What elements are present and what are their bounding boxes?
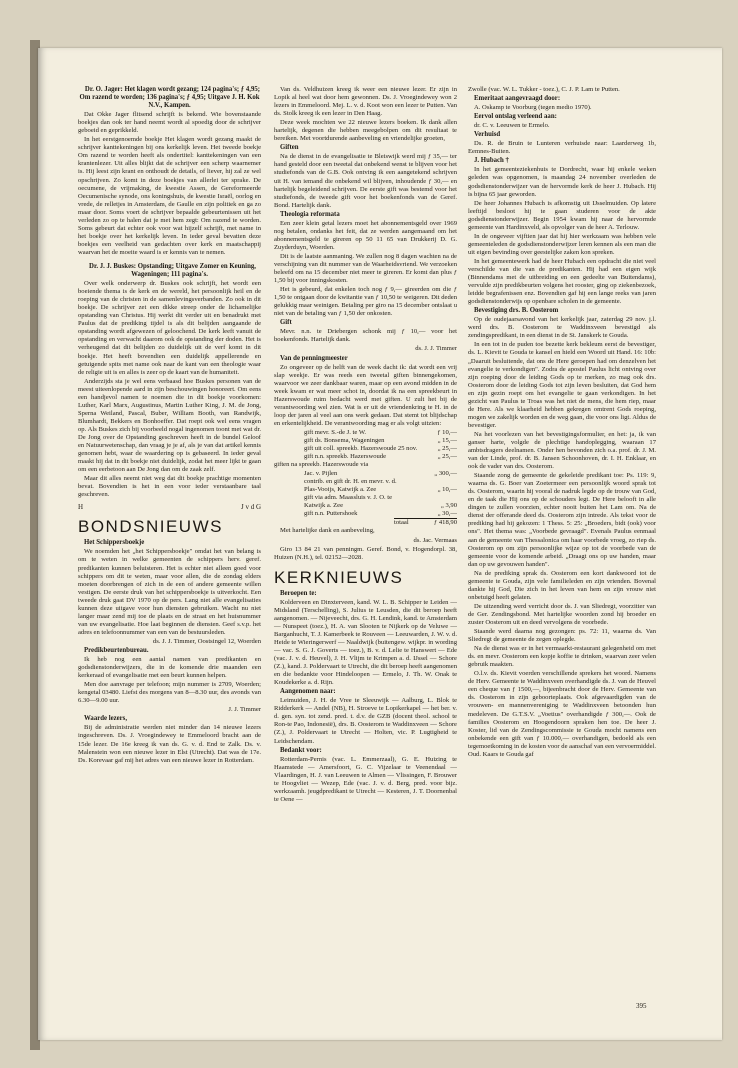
- article-heading: Emeritaat aangevraagd door:: [474, 95, 561, 103]
- gift-line: [274, 502, 457, 510]
- section-title-kerknieuws: KERKNIEUWS: [274, 567, 404, 587]
- article-paragraph: Een zeer klein getal lezers moet het abonnementsgeld over 1969 nog betalen, ondanks het feit, dat ze werden aangemaand om het abonnementsgeld te gireren op 50 11 65 van Drukkerij D. G. Zuyderduyn, Woerden.: [274, 219, 457, 251]
- review-paragraph: Over welk onderwerp dr. Buskes ook schrijft, het wordt een boeiende thema is de kerk en de wereld, het persoonlijk heil en de roeping van de christen in de samenlevingsverbanden. Zo ook in dit boekje. De schrijver zet een dikke streep onder de lichamelijke opstanding van Christus. Hij werkt dit verder uit en benadrukt met Paulus dat de prediking tijdel is als dit belijden aangaande de opstanding wordt afgewezen of geloochend. De kerk leeft vanuit de opstanding en verwacht daarom ook de opstanding der doden. Het is verheugend dat dit belijden zo duidelijk uit de verf komt in dit boekje. Het heeft bovendien een duidelijk appellerende en getuigende spits met name ook naar de kant van een theologie waar de religie uit is en alles is zeer op de kaart van de humaniteit.: [78, 280, 261, 376]
- article-paragraph: Giro 13 84 21 van penningm. Geref. Bond, v. Hogendorpl. 38, Huizen (N.H.), tel. 02152—2028.: [274, 545, 457, 561]
- article-paragraph: Deze week mochten we 22 nieuwe lezers boeken. Ik dank allen hartelijk, degenen die hebben meegebolpen om dit resultaat te bereiken. Met voortdurende aanbeveling en vriendelijke groeten,: [274, 119, 457, 143]
- article-paragraph: In de ongeveer vijftien jaar dat hij hier werkzaam was hebben vele gemeenteleden de godsdienstonderwijzer leren kennen als een man die uit eigen bevinding over geestelijke zaken kon spreken.: [468, 232, 656, 256]
- article-paragraph: We noemden het „het Schippersboekje" omdat het van belang is om te weten in welke gemeenten de schippers herv. geref. predikanten kunnen beluisteren. Het is echter niet alleen goed voor schippers om dit te weten, maar voor allen, die de zondag elders moeten doorbrengen of zich in de een of andere gemeente willen vestigen. De eerste druk van het schippersboekje is uitverkocht. Een tweede druk gaat DV 1970 op de pers. Lang niet alle evangelisaties kunnen deze uitgave voor hun diensten gebruiken. Wacht nu niet langer maar zend mij toe de plaats en de straat en het huisnummer van uw evangelisatie. Hoe laat beginnen de diensten. Geef s.v.p. het adres en telefoonnummer van een van de bestuursleden.: [78, 548, 261, 636]
- review-heading-jager: Dr. O. Jager: Het klagen wordt gezang; 124 pagina's; ƒ 4,95; Om razend te worden; 136 pagina's; ƒ 4,95; Uitgave J. H. Kok N.V., Kampen.: [79, 86, 261, 110]
- gift-label: gift mevr. S.-de J. te W.: [304, 428, 367, 436]
- gift-amount: ƒ 10,—: [437, 428, 457, 436]
- column-right: [468, 86, 656, 760]
- article-heading: Theologia reformata: [280, 210, 340, 218]
- article-paragraph: Kolderveen en Dinxterveen, kand. W. L. B. Schipper te Leiden — Midsland (Terschelling), S. Julius te Leusden, die dit beroep heeft aangenomen. — Nijeveecht, drs. G. H. Lendink, kand. te Amsterdam — Nunspeet (toez.), H. A. van Slooten te Nijkerk op de Veluwe — Barganhucht, T. J. Kamerbeek te Rouveen — Leeuwarden, J. W. v. d. Heide te Wieringerwerf — Naaldwijk (buitengew. wijkpr. in wording — vac. S. G. J. Goverts — toez.), B. v. d. Lelie te Hanswert — Ede (vac. J. v. d. Heuvel), J. H. Vlijm te Krimpen a. d. IJssel — Schore (Z.), kand. J. Poldervaart te Utrecht, die dit beroep heeft aangenomen en die bedankte voor Hindeloopen — Ermelo, J. Th. W. Onak te Koudekerke a. d. Rijn.: [274, 598, 457, 687]
- gift-amount: „ 30,—: [437, 510, 457, 518]
- article-paragraph: Staande zong de gemeente de gekeleide predikant toe: Ps. 119: 9, waarna ds. G. Boer van Zoetermeer een persoonlijk woord sprak tot ds. Oosterom, waarin hij vooral de nadruk legde op de trouw van God, en de taak die Hij ons op de schouders legt. De Here belooft in alle dingen te zullen voorzien, echter nooit buiten het Lam om. Na de dienst der offerande deed ds. Oosterom zijn intrede. Als tekst voor de prediking had hij gekozen: 1 Thess. 5: 25: „Broeders, bidt (ook) voor ons". Het thema was: „Voorbede gevraagd". Evenals Paulus eenmaal aan de gemeente van Thessalonica om haar voorbede vroeg, zo riep ds. Oosterom op om zijn persoonlijke wijze op tot de voorbede van de gemeente voor de komende arbeid. „Draagt ons op uw handen, maar dan op uw gevouwen handen".: [468, 472, 656, 568]
- article-paragraph: Staande werd daarna nog gezongen: ps. 72: 11, waarna ds. Van Sliedregt de gemeente de zegen oplegde.: [468, 628, 656, 644]
- article-heading: Van de penningmeester: [280, 354, 348, 362]
- article-heading: Gift: [280, 319, 292, 327]
- gift-label: gift ds. Bonsema, Wageningen: [304, 436, 385, 444]
- article-heading: Beroepen te:: [280, 589, 317, 597]
- article-heading: J. Hubach †: [474, 157, 509, 165]
- article-paragraph: Mevr. n.n. te Driebergen schonk mij ƒ 10,— voor het boekenfonds. Hartelijk dank.: [274, 328, 457, 344]
- article-paragraph: A. Oskamp te Voorburg (tegen medio 1970).: [474, 104, 592, 112]
- article-paragraph: O.l.v. ds. Kievit voerden verschillende sprekers het woord. Namens de Herv. Gemeente te Waddinxveen overhandigde ds. J. van de Heuvel een cheque van ƒ 1500,—, bijeenbracht door de Herv. Gemeente van ds. Oosterom in zijn geboorteplaats. Ook afgevaardigden van de vrouwen- en mannenvereniging te Waddinxveen betoonden hun medeleven. De G.T.S.V. „Voetius" overhandigde ƒ 300,—. Ook de families Oosterom en Hoogendoorn spraken hen toe. De heer J. Koster, lid van de Zendingscommissie te Gouda mocht namens een onbekende een gift van ƒ 10.000,— overhandigen, bedoeld als een tegemoetkoming in de kosten voor de aanschaf van een vervoermiddel. Oud. Kaars te Gouda gaf: [468, 670, 656, 758]
- article-paragraph: In een tot in de puden toe bezette kerk bekleum eerst de bevestiger, ds. L. Kievit te Gouda te kansel en hield een Woord uit Hand. 16: 10b: „Daaruit besluitende, dat ons de Here geroepen had om denzelven het evangelie te verkondigen". Zodra de apostel Paulus licht ontving over zijn roeping door de leiding Gods op te merken, zo mag ook drs. Oosterom door de leiding Gods tot zijn leven besluiten, dat God hem en zijn gezin roept om het evangelie te gaan verkondigen. In het gezicht van Paulus te Troas was het niet de mens, die hem riep, maar de Here. Als we klaarheid hebben gekregen omtrent Gods roeping, mogen we zakelijk worden en de weg gaan, die voor ons ligt. Aldus de bevestiger.: [468, 341, 656, 429]
- review-signature: [78, 503, 261, 511]
- article-paragraph: Op de oudejaarsavond van het kerkelijk jaar, zaterdag 29 nov. j.l. werd drs. B. Oosterom te Waddinxveen bevestigd als zendingspredikant, in een dienst in de St. Janskerk te Gouda.: [468, 316, 656, 340]
- gift-line: [274, 437, 457, 445]
- article-paragraph: dr. C. v. Leeuwen te Ermelo.: [474, 122, 550, 130]
- gift-amount: „ 15,—: [437, 436, 457, 444]
- article-paragraph: Van ds. Veldhuizen kreeg ik weer een nieuwe lezer. Er zijn in Lopik al heel wat door hem gewonnen. Ds. J. Vroegindewey won 2 lezers in Emmeloord. Mej. L. v. d. Koot won een lezer te Putten. Van ds. Stolk kreeg ik een lezer in Den Haag.: [274, 86, 457, 118]
- column-left: [78, 86, 261, 766]
- article-heading: Giften: [280, 144, 299, 152]
- article-paragraph: Met hartelijke dank en aanbeveling,: [280, 527, 375, 535]
- gift-line: [274, 429, 457, 437]
- gift-line: [274, 486, 457, 494]
- review-heading-buskes: Dr. J. J. Buskes: Opstanding; Uitgave Zomer en Keuning, Wageningen; 111 pagina's.: [89, 262, 256, 279]
- article-paragraph: Na de prediking sprak ds. Oosterom een kort dankwoord tot de gemeente te Gouda, zijn vele familieleden en zijn vrienden. Bovenal dankte hij God, Die zich in het leven van hem en zijn vrouw niet onbetuigd heeft gelaten.: [468, 569, 656, 601]
- article-heading: Predikbeurtenbureau.: [84, 647, 149, 654]
- article-heading: Waarde lezers,: [84, 715, 128, 723]
- gift-subheading: giften na spreekb. Hazerswoude via: [274, 461, 369, 469]
- article-paragraph: De uitzending werd verricht door ds. J. van Sliedregt, voorzitter van de Ger. Zendingsbond. Met hartelijke woorden zond hij broeder en zuster Oosterom uit en deed vervolgens de voorbede.: [468, 602, 656, 626]
- article-paragraph: Leimuiden, J. H. de Vree te Sleeuwijk — Aalburg, L. Blok te Ridderkerk — Andel (NB), H. Stroeve te Lopikerkapel — het ber. v. d. gen. syn. tot zend. pred. t. d.v. de GZB (docent theol. school te Ron-te Pao, Indonesië), drs. B. Oosterom te Waddinxveen — Schore (Z.), J. Poldervaart te Utrecht — Holten, vic. P. Lugtigheid te Leidschendam.: [274, 697, 457, 745]
- gift-line: [274, 445, 457, 453]
- article-paragraph: Zwolle (vac. W. L. Tukker - toez.), C. J. P. Lam te Putten.: [468, 86, 620, 93]
- gift-line: [274, 510, 457, 518]
- gift-amount: „ 300,—: [434, 470, 457, 478]
- gift-label: gift n.n. Puttershoek: [304, 510, 358, 518]
- article-paragraph: Na de dienst was er in het vermaarkt-restaurant gelegenheid om met ds. en mevr. Oosterom een kopje koffie te drinken, waarvan zeer velen gebruik maakten.: [468, 645, 656, 669]
- total-amount: ƒ 418,90: [433, 519, 457, 527]
- gift-line: [274, 494, 457, 502]
- article-signature: ds. J. J. Timmer, Oostsingel 12, Woerden: [152, 637, 261, 645]
- article-heading: Aangenomen naar:: [280, 688, 336, 696]
- gift-label: gift n.n. spreekb. Hazerswoude: [304, 453, 387, 461]
- gift-amount: „ 10,—: [437, 486, 457, 494]
- article-paragraph: Na de dienst in de evangelisatie te Bleiswijk werd mij ƒ 35,— ter hand gesteld door een tweetal dat onbekend wenst te blijven voor het studiefonds van de G.B. Ook ontving ik een aangetekend schrijven uit H. van iemand die onbekend wil blijven, inhoudende ƒ 30,— en hartelijk begeleidend schrijven. De eerste gift was bestemd voor het studiefonds, de tweede gift voor het boekenfonds van de Geref. Bond. Hartelijk dank.: [274, 153, 457, 209]
- article-heading: Eervol ontslag verleend aan:: [474, 113, 557, 121]
- article-signature: ds. J. J. Timmer: [415, 345, 457, 353]
- signature-left: H: [78, 503, 84, 512]
- gift-label: Jac. v. Pijlen: [304, 470, 338, 478]
- article-paragraph: De heer Johannes Hubach is afkomstig uit IJsselmuiden. Op latere leeftijd besloot hij te gaan studeren voor de akte godsdienstonderwijzer. Begin 1954 kwam hij naar de hervormde gemeente van Hardinxveld, als opvolger van de heer A. Terlouw.: [468, 199, 656, 231]
- gift-line: [274, 453, 457, 461]
- gift-label: Katwijk a. Zee: [304, 502, 343, 510]
- article-heading: Het Schippersboekje: [84, 539, 145, 547]
- article-paragraph: Ik heb nog een aantal namen van predikanten en godsdienstonderwijzers, die in de komende drie maanden een kerkeraad of evangelisatie met een beurt kunnen helpen.: [78, 656, 261, 680]
- article-paragraph: Rotterdam-Pernis (vac. L. Emmerzaal), G. E. Huizing te Haamstede — Amersfoort, G. C. Vijzelaar te Veenendaal — Vlaardingen, H. J. van Leeuwen te Almen — Vlissingen, F. Brouwer te Hoogvliet — Wezep, Ede (vac. J. v. d. Berg, pred. voor bijz. werkzaamh. jeugdpredikant te Utrecht — Kesteren, J. T. Doornenbal te Oene —: [274, 755, 457, 803]
- section-title-bondsnieuws: BONDSNIEUWS: [78, 517, 223, 537]
- review-paragraph: Maar dit alles neemt niet weg dat dit boekje prachtige momenten bevat. Bovendien is het in een voor ieder verstaanbare taal geschreven.: [78, 475, 261, 499]
- article-paragraph: In het gemeentewerk had de heer Hubach een opdracht die niet veel verschilde van die van de predikanten. Hij had een eigen wijk (Binnendams met de uitbreiding en een gedeelte van Buitendams), vervulde zijn predikbeurten volgens het rooster, ging op ziekenbezoek, leidde begrafenissen enz. Bovendien gaf hij een lange reeks van jaren godsdienstonderwijs op openbare scholen in de gemeente.: [468, 257, 656, 306]
- review-paragraph: Anderzijds sta je wel eens verbaasd hoe Buskes personen van de meest uiteenlopende aard in zijn beschouwingen honoreert. Om eens een handjevol namen te noemen die in dit boekje voorkomen: Luther, Karl Marx, Augustinus, Martin Luther King, J. M. de Jong, Sperna Weiland, Pascal, Buber, William Booth, van Randwijk, Blumhardt, Bekkers en Bonhoeffer. Dat roept ook wel eens vragen op. Als Buskes zich bij voorbeeld nogal ingenomen toont met wat dr. De Jong over de Opstanding geschreven heeft in de bundel Geloof en Natuurwetenschap, dan vraag je je af, als je van dat artikel kennis genomen hebt, waar de waardering op is gebaseerd. In ieder geval maakt hij dat in dit boekje niet duidelijk, zodat het meer lijkt te gaan om een eerbetoon aan De Jong dan om de zaak zelf.: [78, 377, 261, 474]
- gift-label: Plas-Vooijs, Katwijk a. Zee: [304, 486, 377, 494]
- gift-amount: „ 25,—: [437, 453, 457, 461]
- gift-line: [274, 470, 457, 478]
- gift-label: gift via adm. Maassluis v. J. O. te: [304, 494, 393, 502]
- article-heading: Bedankt voor:: [280, 746, 322, 754]
- article-signature: J. J. Timmer: [228, 706, 261, 714]
- article-paragraph: Zo ongeveer op de helft van de week dacht ik: dat wordt een vrij slap weekje. Er was reeds een tweetal giften binnengekomen, waarvoor we zeer dankbaar waren, maar op een avond midden in de week kwam er wat meer schot in, doordat ik na een spreekbeurt in Hazerswoude ruim bedacht werd met giften. U zult het bij de verantwoording wel zien. Wat is er uit de vriendenkring te H. in de loop der jaren al veel aan ons werk gedaan. Dat stemt tot blijdschap en erkentelijkheid. De verantwoording mag er als volgt uitzien:: [274, 363, 457, 427]
- gift-label: gift uit coll. spreekb. Hazerswoude 25 nov.: [304, 445, 418, 453]
- article-paragraph: Na het voorlezen van het bevestigingsformulier, en het: ja, ik van ganser harte, volgde de plechtige handoplegging, waaraan 17 ambtsdragers deelnamen. Onder hen bevonden zich o.a. prof. dr. J. M. van der Linde, prof. dr. B. Jansen Schoonhoven, dr. I. H. Enklaar, en ook de vader van drs. Oosterom.: [468, 430, 656, 471]
- review-paragraph: In het eerstgenoemde boekje Het klagen wordt gezang maakt de schrijver kanttekeningen bij ons kerkelijk leven. Het tweede boekje Om razend te worden heeft als ondertitel: kanttekeningen van een krantenlezer. Uit alles blijkt dat de schrijver een scherp waarnemer is. Hij leest zijn krant en onthoudt de details, of liever, hij zal ze wel opschrijven. Zo komt in deze boekjes van allerlei ter sprake. De oecumene, de vrijmaking, de kwestie Assen, de Gereformeerde Oecumenische synode, ons koningshuis, de kwestie Israël, oorlog en vrede, de relletjes in Amsterdam, de Gaulle en zijn politiek en ga zo maar door. Soms voert de schrijver bepaalde gebeurtenissen uit het verleden zo op te halen dat je met hem zegt: Om razend te worden. Soms gebeurt dat echter ook voor wat hijzelf schrijft, met name in het boekje over het kerkelijk leven. In ieder geval bevatten deze boekjes een veelheid van gedachten over kerk en maatschappij waarvan het de moeite waard is er kennis van te nemen.: [78, 136, 261, 256]
- article-paragraph: In het gemeenteziekenhuis te Dordrecht, waar hij enkele weken geleden was opgenomen, is maandag 24 november overleden de godsdienstonderwijzer van de hervormde kerk de heer J. Hubach. Hij is bijna 65 jaar geworden.: [468, 166, 656, 198]
- review-paragraph: Dat Okke Jager flitsend schrijft is bekend. Wie bovenstaande boekjes dan ook ter hand neemt wordt al spoedig door de schrijver geboeid en geprikkeld.: [78, 111, 261, 135]
- total-label: totaal: [394, 519, 409, 527]
- article-signature: ds. Jac. Vermaas: [413, 536, 457, 544]
- article-paragraph: Ds. R. de Bruin te Lunteren verhuisde naar: Laarderweg 1b, Eemnes-Buiten.: [468, 140, 656, 156]
- article-paragraph: Men doe aanvrage per telefoon; mijn nummer is 2709, Woerden; kengetal 03480. Liefst des morgens van 8—8.30 uur, des avonds van 6.30—9.00 uur.: [78, 681, 261, 705]
- gift-line: [274, 478, 457, 486]
- signature-right: J v d G: [240, 503, 261, 512]
- article-heading: Verhuisd: [474, 131, 501, 139]
- article-paragraph: Het is gebeurd, dat enkelen toch nog ƒ 9,— gireerden om die ƒ 1,50 te ontgaan door de kwitantie van ƒ 10,50 te weigeren. Dit deden gelukkig maar weinigen. Betaling per giro na 15 december ontslaat u niet van de betaling van ƒ 1,50 der onkosten.: [274, 286, 457, 318]
- gift-amount: „ 3,90: [440, 502, 457, 510]
- column-middle: [274, 86, 457, 805]
- gift-amount: „ 25,—: [437, 445, 457, 453]
- article-paragraph: Bij de administratie werden niet minder dan 14 nieuwe lezers ingeschreven. Ds. J. Vroegindewey te Emmeloord bracht aan de 15de lezer. De 16e kreeg ik van ds. G. v. d. End te Zalk. Ds. v. Malenstein won een nieuwe lezer in Elst (Utrecht). Dat was de 17e. Ds. Korevaar gaf mij het adres van een nieuwe lezer in Rotterdam.: [78, 724, 261, 764]
- page-number: 395: [636, 1002, 647, 1010]
- article-heading: Bevestiging drs. B. Oosterom: [474, 307, 559, 315]
- gift-label: contrib. en gift dr. H. en mevr. v. d.: [304, 478, 397, 486]
- article-paragraph: Dit is de laatste aanmaning. We zullen nog 8 dagen wachten na de verschijning van dit nummer van de Waarheidsvriend. We verzoeken beleefd om na 15 december niet meer te gireren. Er komt dan plus ƒ 1,50 bij voor inningskosten.: [274, 252, 457, 285]
- gift-total: [394, 518, 457, 527]
